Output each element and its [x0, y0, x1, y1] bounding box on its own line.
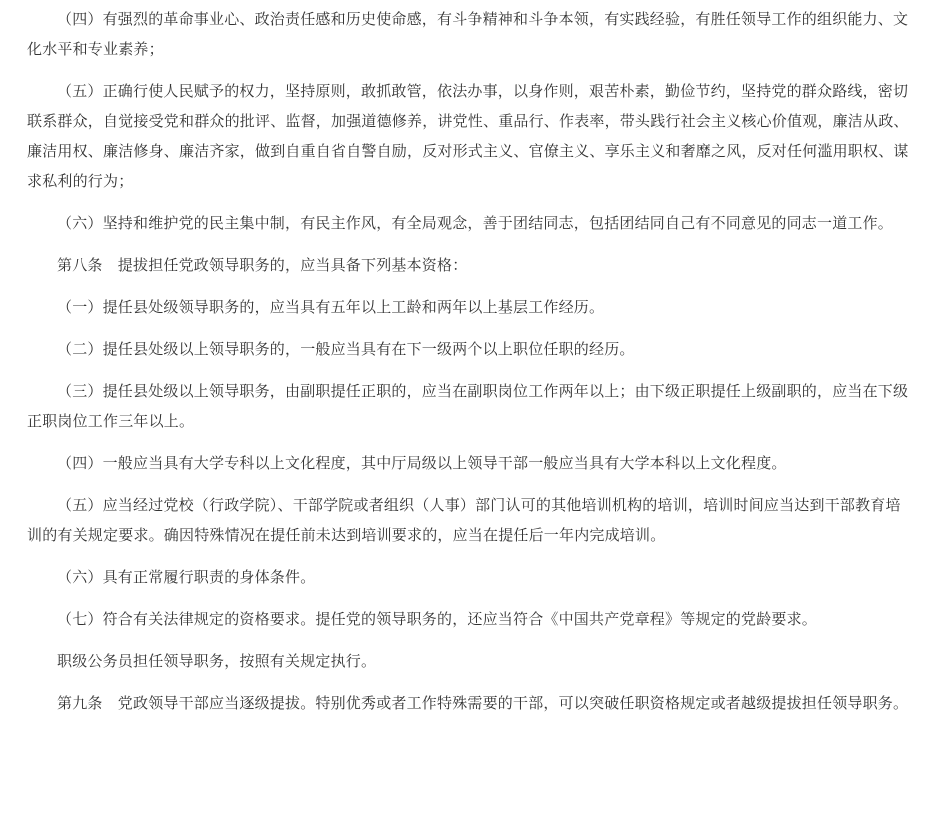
paragraph-article-8-item-5: （五）应当经过党校（行政学院）、干部学院或者组织（人事）部门认可的其他培训机构的培训，培训时间应当达到干部教育培训的有关规定要求。确因特殊情况在提任前未达到培训要求的，应当在提任后一年内完成培训。: [27, 496, 901, 544]
paragraph-article-8-item-4: （四）一般应当具有大学专科以上文化程度，其中厅局级以上领导干部一般应当具有大学本科以上文化程度。: [57, 454, 787, 472]
paragraph-qualification-6: （六）坚持和维护党的民主集中制，有民主作风，有全局观念，善于团结同志，包括团结同自己有不同意见的同志一道工作。: [57, 214, 894, 232]
paragraph-article-8-item-2: （二）提任县处级以上领导职务的，一般应当具有在下一级两个以上职位任职的经历。: [57, 340, 635, 358]
paragraph-qualification-4: （四）有强烈的革命事业心、政治责任感和历史使命感，有斗争精神和斗争本领，有实践经验，有胜任领导工作的组织能力、文化水平和专业素养；: [27, 10, 909, 58]
paragraph-article-8: 第八条 提拔担任党政领导职务的，应当具备下列基本资格：: [57, 256, 468, 274]
document-body: [27, 0, 912, 718]
paragraph-qualification-5: （五）正确行使人民赋予的权力，坚持原则，敢抓敢管，依法办事，以身作则，艰苦朴素，勤俭节约，坚持党的群众路线，密切联系群众，自觉接受党和群众的批评、监督，加强道德修养，讲党性、重品行、作表率，带头践行社会主义核心价值观，廉洁从政、廉洁用权、廉洁修身、廉洁齐家，做到自重自省自警自励，反对形式主义、官僚主义、享乐主义和奢靡之风，反对任何滥用职权、谋求私利的行为；: [27, 82, 909, 190]
paragraph-article-8-item-6: （六）具有正常履行职责的身体条件。: [57, 568, 316, 586]
paragraph-article-8-item-1: （一）提任县处级领导职务的，应当具有五年以上工龄和两年以上基层工作经历。: [57, 298, 605, 316]
paragraph-article-8-item-3: （三）提任县处级以上领导职务，由副职提任正职的，应当在副职岗位工作两年以上；由下级正职提任上级副职的，应当在下级正职岗位工作三年以上。: [27, 382, 909, 430]
paragraph-article-9: 第九条 党政领导干部应当逐级提拔。特别优秀或者工作特殊需要的干部，可以突破任职资格规定或者越级提拔担任领导职务。: [57, 694, 909, 712]
paragraph-civil-servant-note: 职级公务员担任领导职务，按照有关规定执行。: [57, 652, 377, 670]
paragraph-article-8-item-7: （七）符合有关法律规定的资格要求。提任党的领导职务的，还应当符合《中国共产党章程》等规定的党龄要求。: [57, 610, 818, 628]
